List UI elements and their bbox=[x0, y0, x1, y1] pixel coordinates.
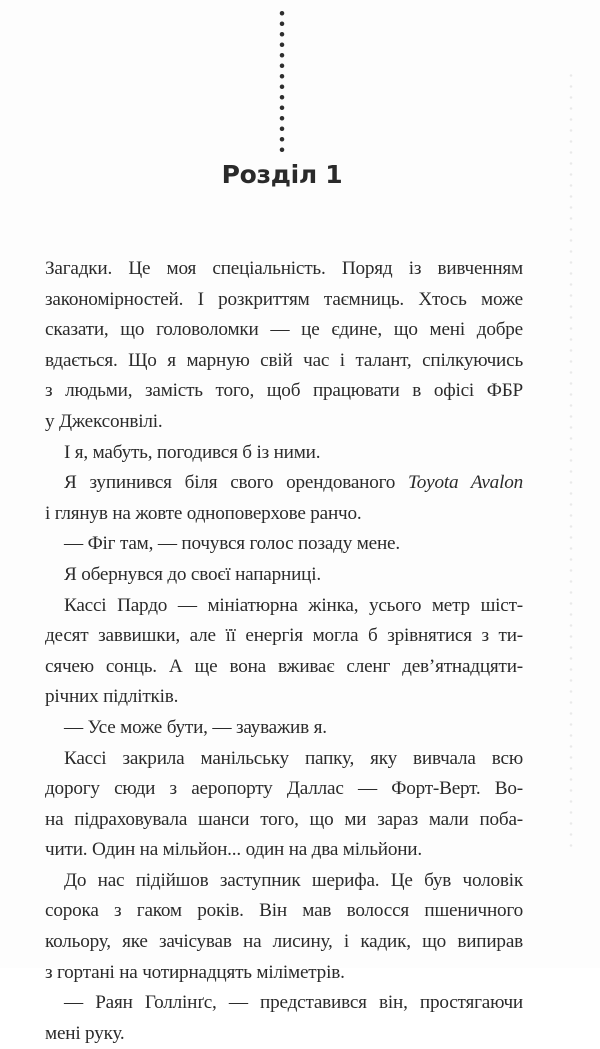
text-line: До нас підійшов заступник шерифа. Це був чоловік bbox=[64, 869, 523, 891]
text-line: — Фіг там, — почувся голос позаду мене. bbox=[64, 533, 400, 555]
text-line: сказати, що головоломки — це єдине, що мені добре bbox=[45, 319, 523, 341]
text-line: сячею сонць. А ще вона вживає сленг дев’ятнадцяти- bbox=[45, 655, 523, 677]
text-line: — Усе може бути, — зауважив я. bbox=[64, 716, 327, 738]
car-model-italic: Toyota Avalon bbox=[408, 472, 523, 494]
margin-dot-column bbox=[568, 70, 574, 850]
text-line: і глянув на жовте одноповерхове ранчо. bbox=[45, 502, 362, 524]
text-line: Загадки. Це моя спеціальність. Поряд із вивченням bbox=[45, 258, 523, 279]
text-line: кольору, яке зачісував на лисину, і кадик, що випирав bbox=[45, 931, 523, 953]
paragraph bbox=[45, 713, 523, 744]
text-line: дорогу сюди з аеропорту Даллас — Форт-Верт. Во- bbox=[45, 778, 523, 800]
paragraph bbox=[45, 254, 523, 438]
paragraph bbox=[45, 560, 523, 591]
text-segment: Я зупинився біля свого орендованого bbox=[64, 472, 409, 494]
paragraph bbox=[45, 744, 523, 866]
chapter-dotted-line-ornament bbox=[278, 8, 286, 154]
text-line: чити. Один на мільйон... один на два мільйони. bbox=[45, 839, 422, 861]
paragraph bbox=[45, 438, 523, 469]
chapter-title: Розділ 1 bbox=[221, 160, 343, 189]
text-line: вдається. Що я марную свій час і талант, спілкуючись bbox=[45, 349, 523, 371]
text-line: річних підлітків. bbox=[45, 686, 179, 708]
paragraph bbox=[45, 866, 523, 988]
chapter-body-text bbox=[45, 254, 523, 1049]
text-line: — Раян Голлінґс, — представився він, простягаючи bbox=[64, 992, 523, 1014]
text-line: мені руку. bbox=[45, 1022, 125, 1044]
text-line: закономірностей. І розкриттям таємниць. Хтось може bbox=[45, 288, 523, 310]
text-line: І я, мабуть, погодився б із ними. bbox=[64, 441, 321, 463]
text-line: у Джексонвілі. bbox=[45, 410, 163, 432]
text-line: сорока з гаком років. Він мав волосся пшеничного bbox=[45, 900, 523, 922]
paragraph bbox=[45, 529, 523, 560]
text-line: з гортані на чотирнадцять міліметрів. bbox=[45, 961, 345, 983]
paragraph bbox=[45, 591, 523, 713]
paragraph bbox=[45, 468, 523, 529]
text-line bbox=[45, 468, 523, 499]
paragraph bbox=[45, 988, 523, 1049]
text-line: на підраховувала шанси того, що ми зараз мали поба- bbox=[45, 808, 523, 830]
text-line: Я обернувся до своєї напарниці. bbox=[64, 563, 321, 585]
text-line: десят заввишки, але її енергія могла б зрівнятися з ти- bbox=[45, 625, 523, 647]
text-line: Кассі Пардо — мініатюрна жінка, усього метр шіст- bbox=[64, 594, 523, 616]
text-line: Кассі закрила манільську папку, яку вивчала всю bbox=[64, 747, 523, 769]
text-line: з людьми, замість того, щоб працювати в офісі ФБР bbox=[45, 380, 523, 402]
